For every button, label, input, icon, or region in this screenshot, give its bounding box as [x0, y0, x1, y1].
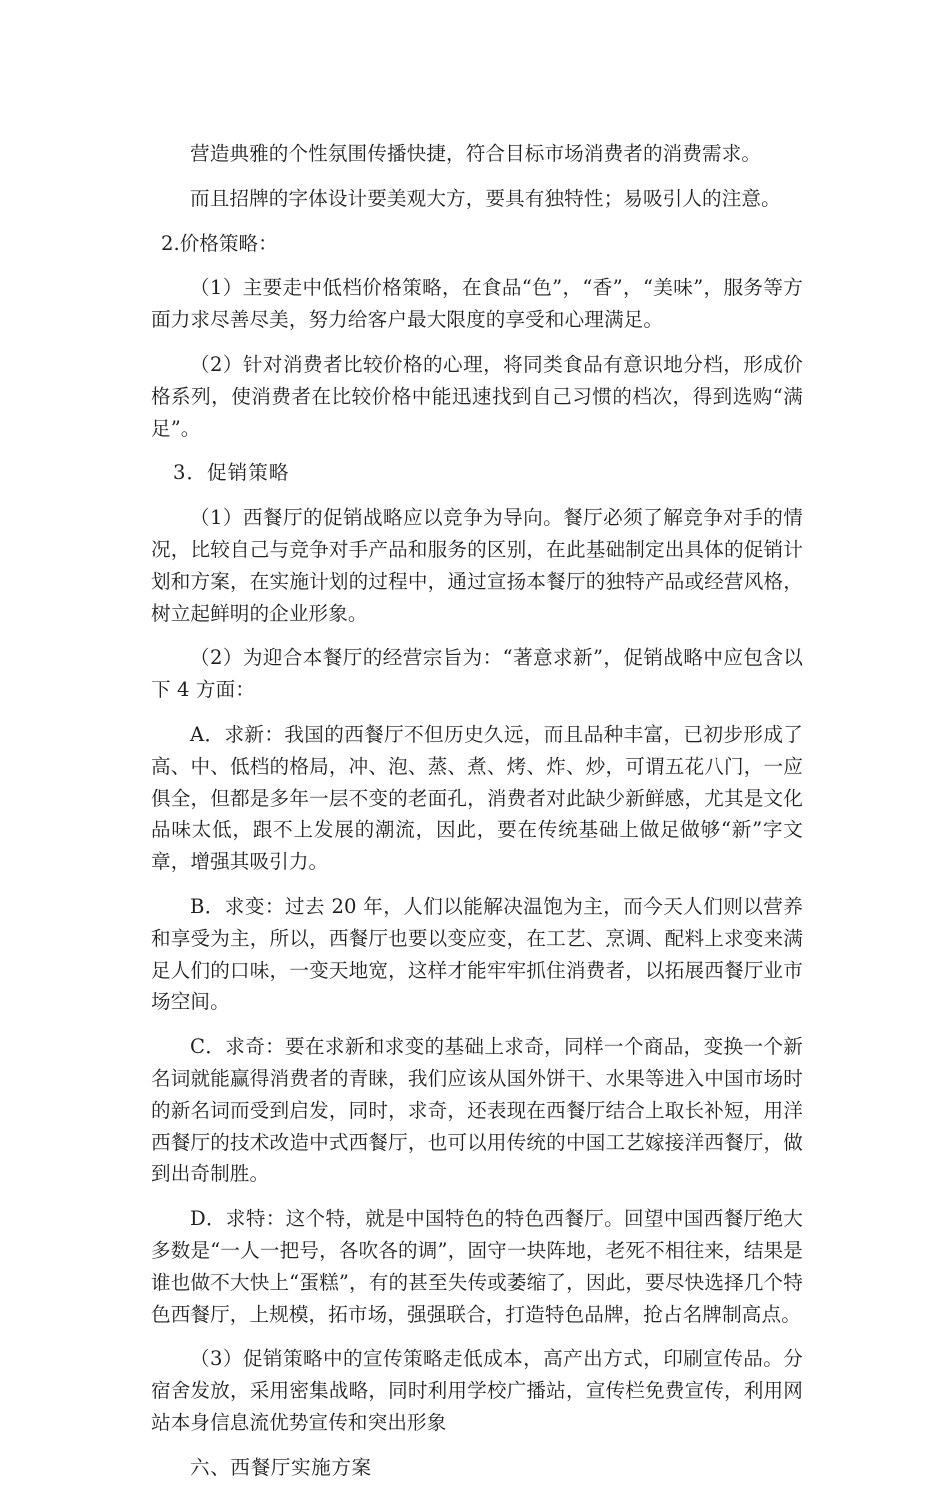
paragraph-promotion-point-3: （3）促销策略中的宣传策略走低成本，高产出方式，印刷宣传品。分宿舍发放，采用密集战略，同时利用学校广播站，宣传栏免费宣传，利用网站本身信息流优势宣传和突出形象 — [151, 1347, 803, 1434]
page-header-margin — [0, 0, 950, 138]
heading-promotion-strategy: 3．促销策略 — [173, 461, 290, 485]
paragraph-signboard: 而且招牌的字体设计要美观大方，要具有独特性；易吸引人的注意。 — [190, 186, 781, 210]
paragraph-item-b-seek-change: B．求变：过去 20 年，人们以能解决温饱为主，而今天人们则以营养和享受为主，所以，西餐厅也要以变应变，在工艺、烹调、配料上求变来满足人们的口味，一变天地宽，这样才能牢牢抓住消费者，以拓展西餐厅业市场空间。 — [151, 894, 803, 1014]
paragraph-price-point-1: （1）主要走中低档价格策略，在食品“色”，“香”，“美味”，服务等方面力求尽善尽美，努力给客户最大限度的享受和心理满足。 — [151, 276, 803, 332]
paragraph-price-point-2: （2）针对消费者比较价格的心理，将同类食品有意识地分档，形成价格系列，使消费者在比较价格中能迅速找到自己习惯的档次，得到选购“满足”。 — [151, 352, 803, 440]
paragraph-promotion-point-1: （1）西餐厅的促销战略应以竞争为导向。餐厅必须了解竞争对手的情况，比较自己与竞争对手产品和服务的区别，在此基础制定出具体的促销计划和方案，在实施计划的过程中，通过宣扬本餐厅的独特产品或经营风格，树立起鲜明的企业形象。 — [151, 506, 803, 625]
paragraph-promotion-point-2: （2）为迎合本餐厅的经营宗旨为：“著意求新”，促销战略中应包含以下 4 方面： — [151, 646, 803, 702]
paragraph-item-d-seek-distinction: D．求特：这个特，就是中国特色的特色西餐厅。回望中国西餐厅绝大多数是“一人一把号，各吹各的调”，固守一块阵地，老死不相往来，结果是谁也做不大快上“蛋糕”，有的甚至失传或萎缩了，因此，要尽快选择几个特色西餐厅，上规模，拓市场，强强联合，打造特色品牌，抢占名牌制高点。 — [151, 1207, 803, 1326]
paragraph-atmosphere: 营造典雅的个性氛围传播快捷，符合目标市场消费者的消费需求。 — [190, 142, 762, 165]
heading-price-strategy: 2.价格策略： — [161, 231, 278, 255]
heading-section-six-implementation-plan: 六、西餐厅实施方案 — [190, 1455, 372, 1479]
paragraph-item-c-seek-novelty: C．求奇：要在求新和求变的基础上求奇，同样一个商品，变换一个新名词就能赢得消费者的青睐，我们应该从国外饼干、水果等进入中国市场时的新名词而受到启发，同时，求奇，还表现在西餐厅结合上取长补短，用洋西餐厅的技术改造中式西餐厅，也可以用传统的中国工艺嫁接洋西餐厅，做到出奇制胜。 — [151, 1035, 803, 1186]
document-text-body — [151, 138, 803, 1496]
paragraph-item-a-seek-new: A．求新：我国的西餐厅不但历史久远，而且品种丰富，已初步形成了高、中、低档的格局，冲、泡、蒸、煮、烤、炸、炒，可谓五花八门，一应俱全，但都是多年一层不变的老面孔，消费者对此缺少新鲜感，尤其是文化品味太低，跟不上发展的潮流，因此，要在传统基础上做足做够“新”字文章，增强其吸引力。 — [151, 722, 803, 874]
